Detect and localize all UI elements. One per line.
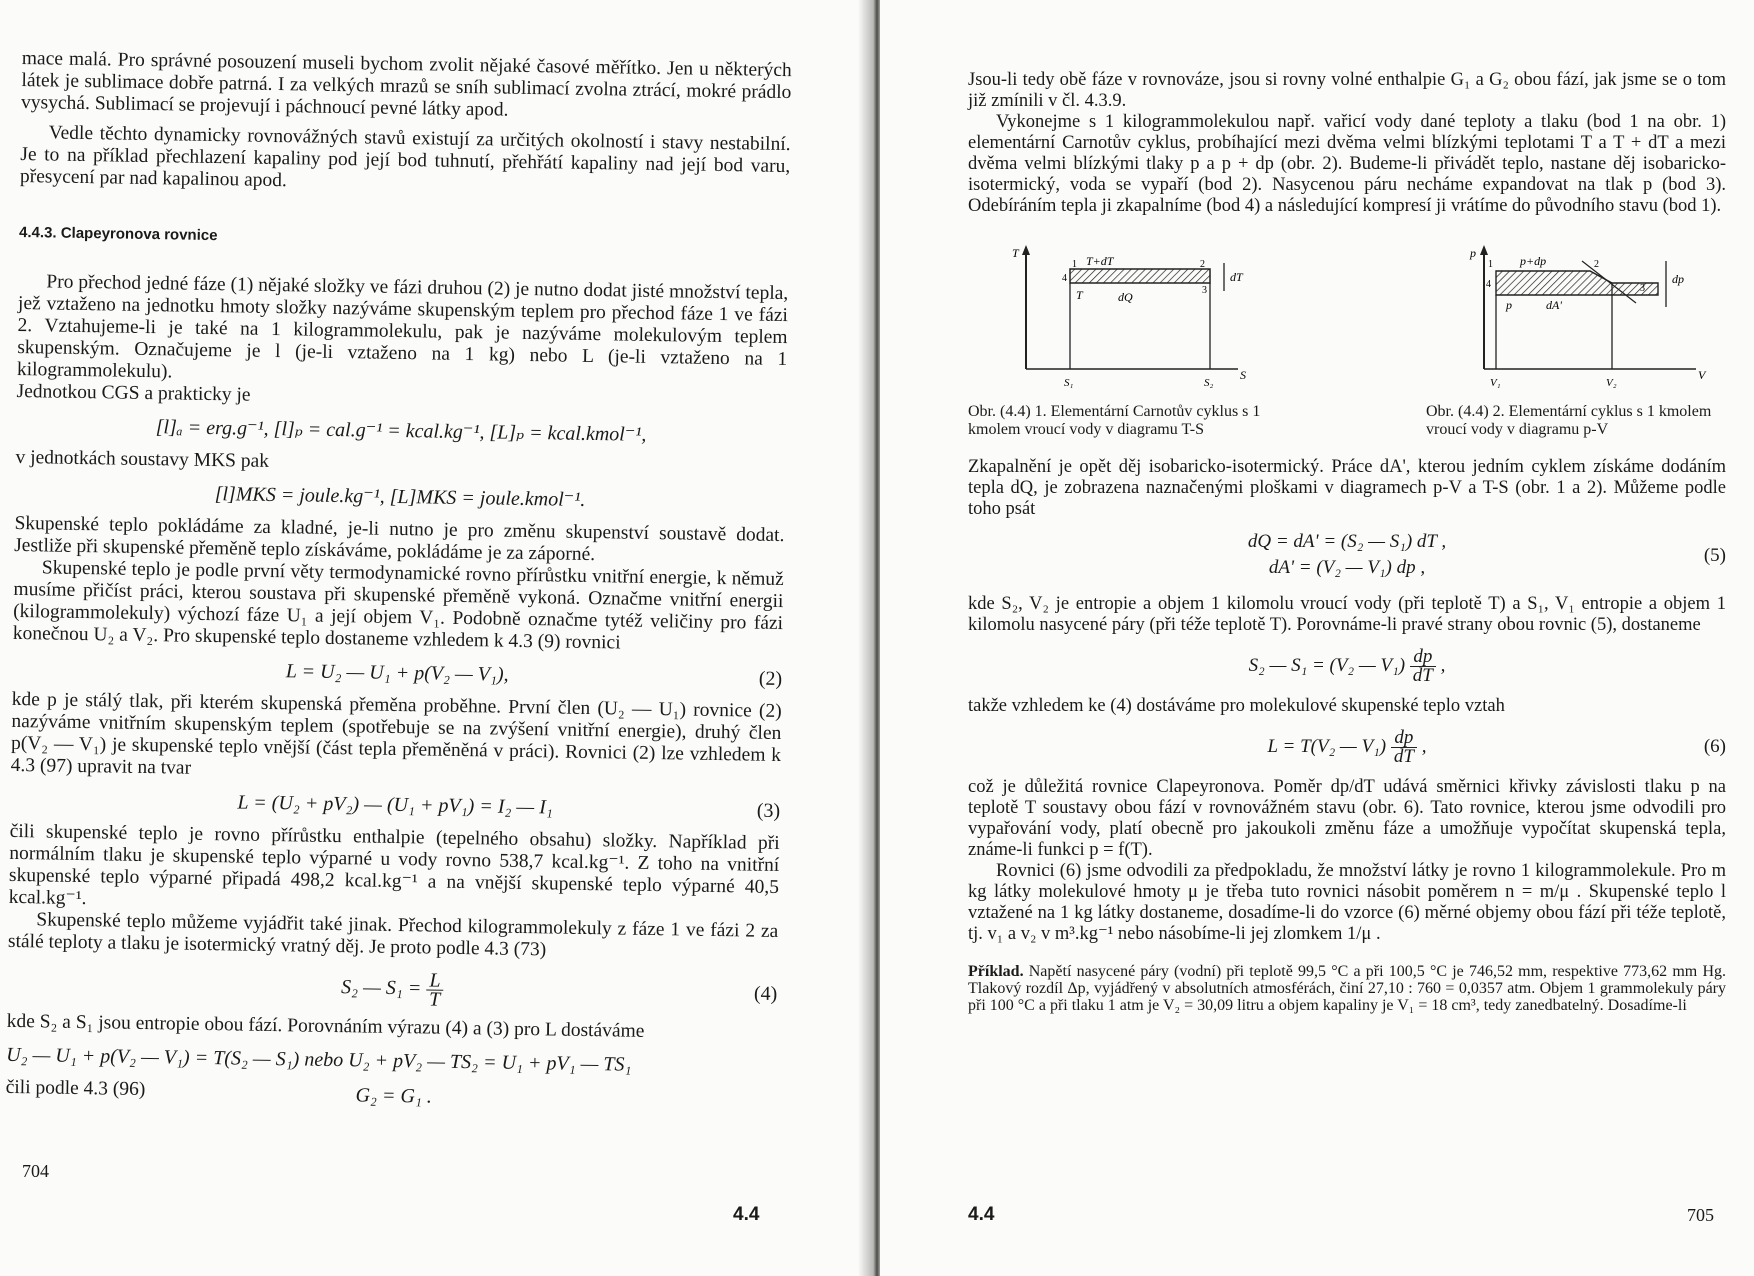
x-tick-1: V₁ [1490, 377, 1501, 389]
fraction-denominator: dT [1393, 746, 1414, 768]
paragraph: mace malá. Pro správné posouzení museli bychom zvolit nějaké časové měřítko. Jen u některých látek je sublimace dobře patrná. I za velkých mrazů se sníh sublimací zvolna ztrácí, mokré prádlo vysychá. Sublimací se projevují i páchnoucí pevné látky apod. [20, 48, 792, 121]
equation-6 [968, 726, 1726, 768]
equation-4-fraction [426, 969, 444, 1011]
paragraph: takže vzhledem ke (4) dostáváme pro molekulové skupenské teplo vztah [968, 696, 1505, 716]
right-page [880, 0, 1754, 1276]
equation-units-mks: [l]MKS = joule.kg⁻¹, [L]MKS = joule.kmol⁻¹. [214, 483, 586, 511]
equation-mid-tail: , [1435, 655, 1446, 676]
paragraph: Skupenské teplo je podle první věty termodynamické rovno přírůstku vnitřní energie, k němuž musíme přičíst práci, kterou soustava při skupenské přeměně vykoná. Označme vnitřní energii (kilogrammolekuly) výchozí fáze U₁ a její objem V₁. Podobně označme tytéž veličiny pro fázi konečnou U₂ a V₂. Pro skupenské teplo dostaneme vzhledem k 4.3 (9) rovnici [12, 557, 784, 654]
equation-6-tail: , [1416, 736, 1427, 757]
paragraph: Skupenské teplo můžeme vyjádřit také jinak. Přechod kilogrammolekuly z fáze 1 ve fázi 2 za stálé teploty a tlaku je isotermický vratný děj. Je proto podle 4.3 (73) [7, 909, 779, 961]
x-tick-1: S₁ [1064, 377, 1074, 389]
section-number: 4.4 [968, 1204, 995, 1225]
point-label: 2 [1200, 259, 1205, 270]
left-page [0, 0, 872, 1276]
equation-5-number: (5) [1703, 545, 1726, 566]
paragraph: Jednotkou CGS a prakticky je [16, 380, 251, 406]
paragraph: což je důležitá rovnice Clapeyronova. Poměr dp/dT udává směrnici křivky závislosti tlaku p na teplotě T soustavy obou fází v rovnovážném stavu (obr. 6). Tato rovnice, kterou jsme odvodili pro vypařování vody, platí obecně pro jakoukoli změnu fáze a umožňuje vypočítat skupenská tepla, známe-li funkci p = f(T). [968, 777, 1726, 860]
paragraph: kde p je stálý tlak, při kterém skupenská přeměna proběhne. První člen (U₂ — U₁) rovnice (2) nazýváme vnitřním skupenským teplem (spotřebuje se na zvýšení vnitřní energie), druhý člen p(V₂ — V₁) je skupenské teplo vnější (část tepla přeměněná v práci). Rovnici (2) lze vzhledem k 4.3 (97) upravit na tvar [10, 688, 782, 779]
page-number: 705 [1687, 1205, 1714, 1225]
equation-2 [12, 654, 782, 692]
delta-label: dT [1230, 270, 1243, 284]
equation-5a: dQ = dA' = (S₂ — S₁) dT , [1247, 531, 1447, 552]
top-label: p+dp [1520, 254, 1547, 268]
equation-mid-left: S₂ — S₁ = (V₂ — V₁) [1248, 655, 1410, 676]
point-label: 1 [1488, 259, 1493, 270]
equation-6-fraction [1391, 729, 1417, 766]
figure-pv-diagram [1426, 241, 1726, 439]
paragraph: čili podle 4.3 (96) [5, 1076, 146, 1101]
paragraph: Rovnici (6) jsme odvodili za předpokladu, že množství látky je rovno 1 kilogrammolekule. Pro m kg látky molekulové hmoty μ je třeba tuto rovnici násobit poměrem n = m/μ . Skupenské teplo l vztažené na 1 kg látky dostaneme, dosadíme-li do vzorce (6) měrné objemy obou fází při téže teplotě, tj. v₁ a v₂ v m³.kg⁻¹ nebo násobíme-li jej zlomkem 1/μ . [968, 861, 1726, 944]
paragraph: Jsou-li tedy obě fáze v rovnováze, jsou si rovny volné enthalpie G₁ a G₂ obou fází, jak jsme se o tom již zmínili v čl. 4.3.9. [968, 70, 1726, 111]
fraction-numerator: dp [1391, 729, 1417, 748]
y-axis-arrow [1022, 245, 1030, 255]
paragraph: Vedle těchto dynamicky rovnovážných stavů existují za určitých okolností i stavy nestabilní. Je to na příklad přechlazení kapaliny pod její bod tuhnutí, přehřátí kapaliny nad její bod varu, přesycení par nad kapalinou apod. [19, 122, 791, 192]
example-paragraph [968, 963, 1726, 1014]
paragraph: Zkapalnění je opět děj isobaricko-isotermický. Práce dA', kterou jedním cyklem získáme dodáním tepla dQ, je zobrazena naznačenými ploškami v diagramech p-V a T-S (obr. 1 a 2). Můžeme podle toho psát [968, 457, 1726, 519]
equation-6-number: (6) [1703, 736, 1726, 757]
area-label: dQ [1118, 290, 1133, 304]
paragraph: Pro přechod jedné fáze (1) nějaké složky ve fázi druhou (2) je nutno dodat jisté množství tepla, jež vztaženo na jednotku hmoty složky nazýváme skupenským teplem pro přechod fáze 1 ve fázi 2. Vztahujeme-li je také na 1 kilogrammolekulu, pak je nazýváme molekulovým teplem skupenským. Označujeme je l (je-li vztaženo na 1 kg) nebo L (je-li vztaženo na 1 kilogrammolekulu). [16, 271, 789, 383]
point-label: 4 [1486, 279, 1491, 290]
equation-6-left: L = T(V₂ — V₁) [1267, 736, 1391, 757]
bottom-label: p [1506, 298, 1512, 312]
example-label: Příklad. [968, 963, 1024, 980]
ts-diagram-svg [968, 241, 1268, 391]
point-label: 3 [1202, 285, 1207, 296]
point-label: 2 [1594, 259, 1599, 270]
equation-mid-fraction [1410, 648, 1436, 685]
cycle-area [1496, 271, 1658, 295]
fraction-numerator: L [426, 971, 443, 990]
section-heading: 4.4.3. Clapeyronova rovnice [18, 223, 218, 245]
equation-4 [7, 962, 778, 1014]
section-number: 4.4 [733, 1204, 760, 1225]
point-label: 1 [1072, 259, 1077, 270]
cycle-area [1070, 269, 1210, 283]
paragraph: v jednotkách soustavy MKS pak [15, 446, 270, 472]
paragraph: kde S₂, V₂ je entropie a objem 1 kilomolu vroucí vody (při teplotě T) a S₁, V₁ entropie a objem 1 kilomolu nasycené páry (při téže teplotě T). Porovnáme-li pravé strany obou rovnic (5), dostaneme [968, 594, 1726, 635]
figure-ts-diagram [968, 241, 1268, 439]
x-tick-2: S₂ [1204, 377, 1214, 389]
x-tick-2: V₂ [1606, 377, 1617, 389]
equation-4-left: S₂ — S₁ = [340, 976, 427, 1000]
area-label: dA' [1546, 298, 1562, 312]
point-label: 4 [1062, 273, 1067, 284]
fraction-denominator: T [428, 988, 441, 1011]
paragraph: kde S₂ a S₁ jsou entropie obou fází. Porovnáním výrazu (4) a (3) pro L dostáváme [6, 1010, 645, 1042]
bottom-label: T [1076, 288, 1083, 302]
figure-caption: Obr. (4.4) 2. Elementární cyklus s 1 kmolem vroucí vody v diagramu p-V [1426, 403, 1712, 438]
figures-row [968, 241, 1726, 439]
y-axis-arrow [1480, 245, 1488, 255]
equation-2-number: (2) [758, 667, 783, 691]
equation-units-cgs: [l]ₐ = erg.g⁻¹, [l]ₚ = cal.g⁻¹ = kcal.kg⁻¹, [L]ₚ = kcal.kmol⁻¹, [155, 416, 647, 446]
equation-final-b: G₂ = G₁ . [355, 1084, 433, 1108]
left-page-text [5, 48, 792, 1117]
example-text: Napětí nasycené páry (vodní) při teplotě 99,5 °C a při 100,5 °C je 746,52 mm, respektive 773,62 mm Hg. Tlakový rozdíl Δp, vyjádřený v absolutních atmosférách, činí 27,10 : 760 = 0,0357 atm. Objem 1 grammolekuly páry při 100 °C a při tlaku 1 atm je V₂ = 30,09 litru a objem kapaliny je V₁ = 18 cm³, tedy zanedbatelný. Dosadíme-li [968, 963, 1726, 1014]
fraction-denominator: dT [1412, 665, 1433, 687]
top-label: T+dT [1086, 254, 1114, 268]
x-axis-label: S [1240, 368, 1246, 382]
y-axis-label: T [1012, 246, 1019, 260]
page-number: 704 [22, 1161, 49, 1181]
fraction-numerator: dp [1410, 648, 1436, 667]
paragraph: Skupenské teplo pokládáme za kladné, je-li nutno je pro změnu skupenství soustavě dodat. Jestliže při skupenské přeměně teplo získáváme, pokládáme je za záporné. [14, 512, 785, 566]
equation-3-number: (3) [756, 799, 781, 823]
figure-caption: Obr. (4.4) 1. Elementární Carnotův cyklus s 1 kmolem vroucí vody v diagramu T-S [968, 403, 1261, 438]
equation-final-a: U₂ — U₁ + p(V₂ — V₁) = T(S₂ — S₁) nebo U₂ + pV₂ — TS₂ = U₁ + pV₁ — TS₁ [6, 1043, 632, 1076]
equation-3 [10, 786, 780, 824]
equation-2-body: L = U₂ — U₁ + p(V₂ — V₁), [285, 660, 509, 686]
paragraph: Vykonejme s 1 kilogrammolekulou např. vařicí vody dané teploty a tlaku (bod 1 na obr. 1) elementární Carnotův cyklus, probíhající mezi dvěma velmi blízkými teplotami T a T + dT a mezi dvěma velmi blízkými tlaky p a p + dp (obr. 2). Budeme-li přivádět teplo, nastane děj isobaricko-isotermický, voda se vypaří (bod 2). Nasycenou páru necháme expandovat na tlak p (bod 3). Odebíráním tepla ji zkapalníme (bod 4) a následující kompresí ji vrátíme do původního stavu (bod 1). [968, 112, 1726, 216]
pv-diagram-svg [1426, 241, 1726, 391]
paragraph: čili skupenské teplo je rovno přírůstku enthalpie (tepelného obsahu) složky. Například při normálním tlaku je skupenské teplo výparné u vody rovno 538,7 kcal.kg⁻¹. Z toho na vnitřní skupenské teplo výparné připadá 498,2 kcal.kg⁻¹ a na vnější skupenské teplo výparné 40,5 kcal.kg⁻¹. [8, 820, 780, 910]
x-axis-label: V [1698, 368, 1706, 382]
equation-4-number: (4) [753, 982, 778, 1005]
equation-mid [968, 645, 1726, 687]
point-label: 3 [1640, 283, 1645, 294]
equation-3-body: L = (U₂ + pV₂) — (U₁ + pV₁) = I₂ — I₁ [237, 791, 553, 819]
equation-5 [968, 529, 1726, 585]
y-axis-label: p [1470, 246, 1476, 260]
equation-5b: dA' = (V₂ — V₁) dp , [1268, 557, 1426, 578]
delta-label: dp [1672, 272, 1684, 286]
